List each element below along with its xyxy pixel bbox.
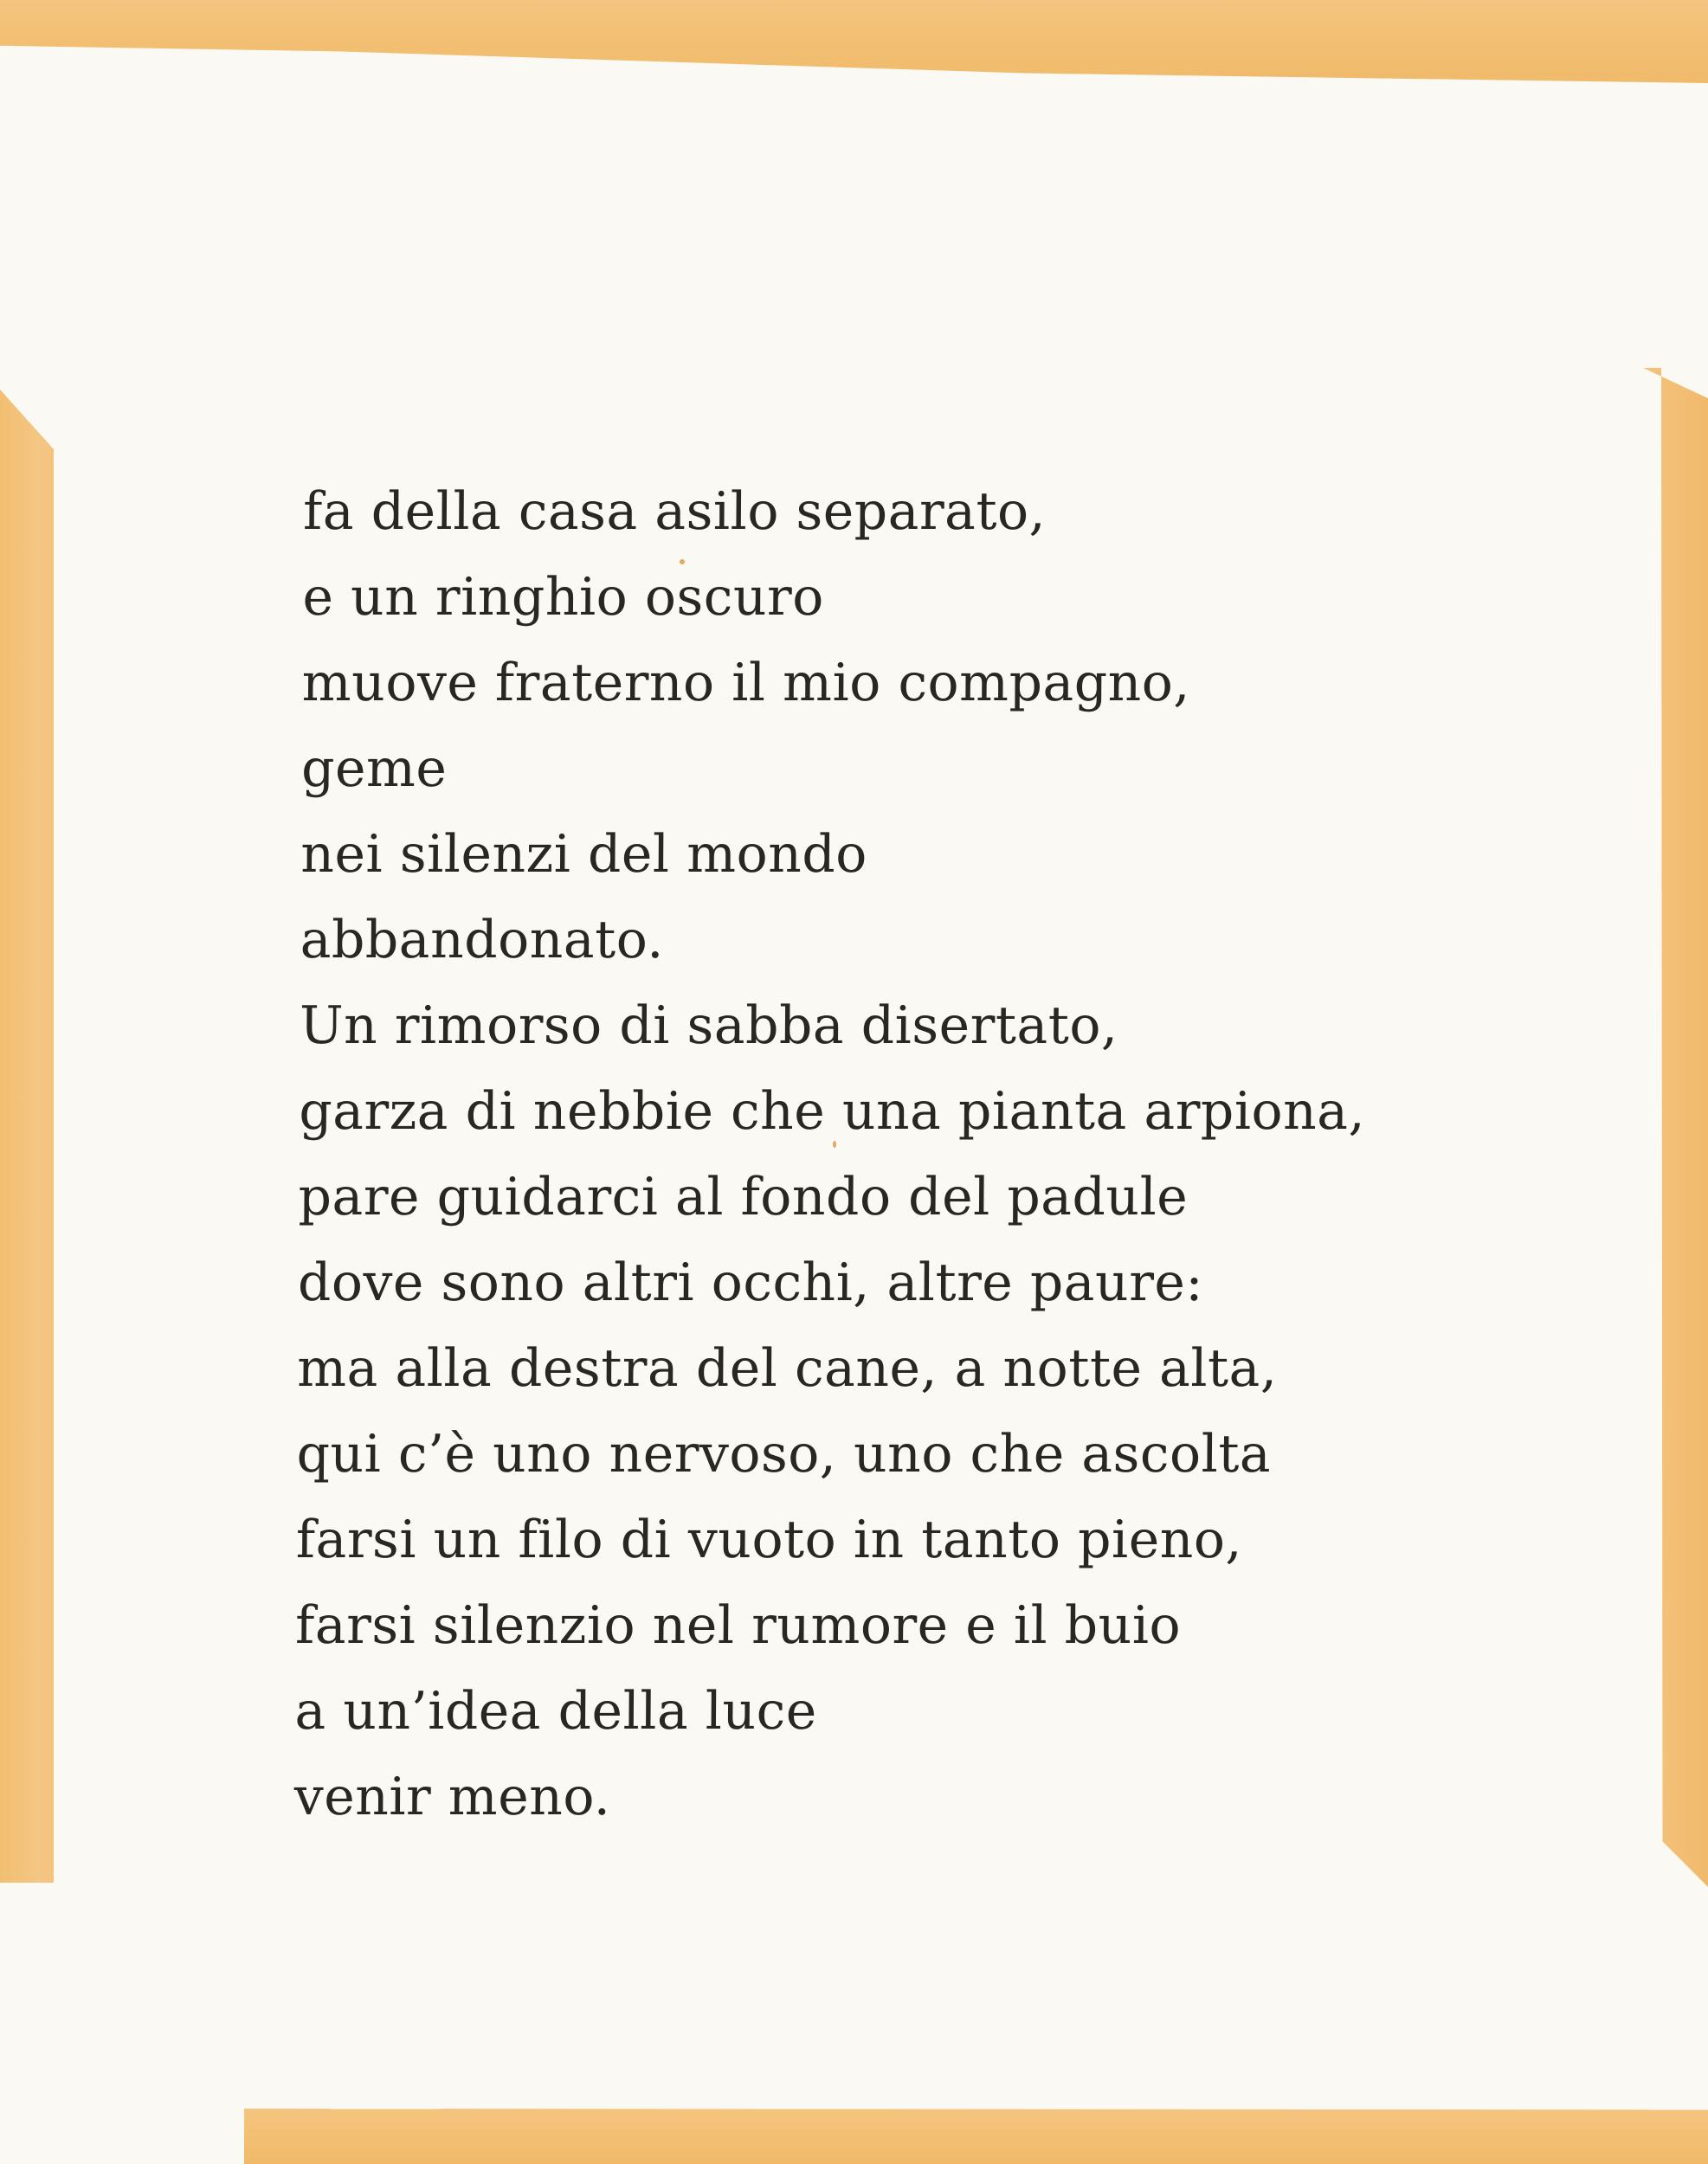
masking-tape-right	[1643, 368, 1708, 1887]
poem-text	[293, 469, 1558, 1840]
poem-line: venir meno.	[293, 1767, 611, 1827]
masking-tape-top	[0, 0, 1708, 83]
poem-line: fa della casa asilo separato,	[302, 481, 1047, 542]
poem-line: nei silenzi del mondo	[300, 824, 868, 885]
poem-line: pare guidarci al fondo del padule	[298, 1167, 1189, 1227]
poem-line: dove sono altri occhi, altre paure:	[297, 1253, 1204, 1313]
poem-line: farsi silenzio nel rumore e il buio	[294, 1595, 1182, 1656]
poem-line: Un rimorso di sabba disertato,	[299, 995, 1118, 1056]
poem-line: abbandonato.	[300, 910, 665, 970]
poem-line: farsi un filo di vuoto in tanto pieno,	[295, 1510, 1243, 1570]
poem-line: garza di nebbie che una pianta arpiona,	[299, 1081, 1366, 1142]
masking-tape-left	[0, 390, 54, 1883]
poem-line: muove fraterno il mio compagno,	[301, 653, 1191, 713]
poem-line: e un ringhio oscuro	[302, 567, 825, 628]
poem-line: geme	[300, 738, 448, 799]
masking-tape-bottom	[244, 2109, 1708, 2164]
poem-line: a un’idea della luce	[294, 1681, 817, 1742]
poem-line: ma alla destra del cane, a notte alta,	[297, 1338, 1278, 1399]
poem-line: qui c’è uno nervoso, uno che ascolta	[296, 1424, 1272, 1485]
